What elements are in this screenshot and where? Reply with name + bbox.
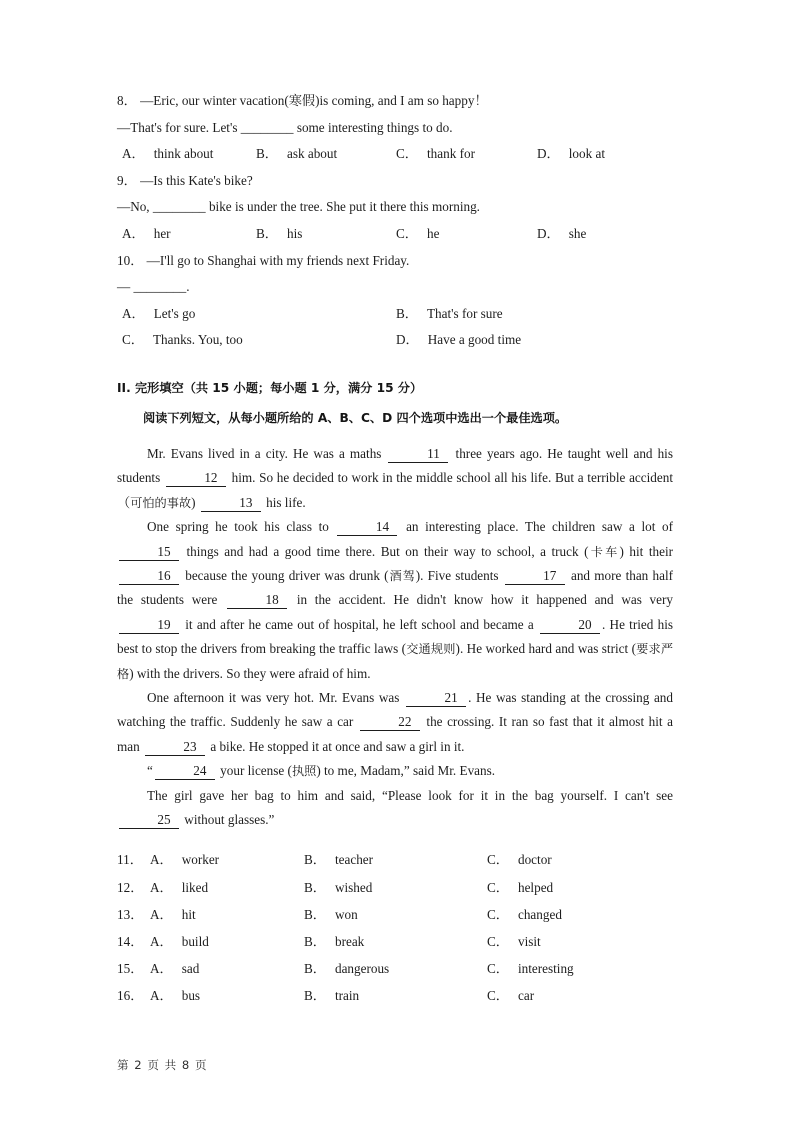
blank-20[interactable]: 20 [540, 616, 600, 634]
question-10-line-1 [117, 248, 673, 275]
question-9-number: 9． [117, 172, 137, 188]
question-9-option-b[interactable]: B． his [256, 225, 303, 241]
question-8-option-c[interactable]: C． thank for [396, 146, 475, 162]
question-10-options-row-1 [117, 301, 673, 328]
cloze-11-option-b[interactable]: B． teacher [304, 852, 374, 868]
question-10-option-b[interactable]: B． That's for sure [396, 305, 503, 321]
cloze-15-option-c[interactable]: C． interesting [487, 961, 574, 977]
cloze-13-option-c[interactable]: C． changed [487, 906, 562, 922]
section-2-heading: II. 完形填空（共 15 小题；每小题 1 分，满分 15 分） [117, 380, 423, 395]
question-9-line-1 [117, 168, 673, 195]
cloze-11-option-a[interactable]: A． worker [150, 852, 220, 868]
passage-paragraph-2: One spring he took his class to 14 an interesting place. The children saw a lot of 15 things and had a good time there. But on their way to school, a truck (卡车) hit their 16 because the young driver was drunk (酒驾). Five students 17 and more than half the students were 18 in the accident. He didn't know how it happened and was very 19 it and after he came out of hospital, he left school and became a 20 . He tried his best to stop the drivers from breaking the traffic laws (交通规则). He worked hard and was strict (要求严格) with the drivers. So they were afraid of him. [117, 519, 674, 681]
question-10-option-d[interactable]: D． Have a good time [396, 332, 522, 348]
question-10-option-c[interactable]: C． Thanks. You, too [122, 332, 243, 348]
cloze-12-option-a[interactable]: A． liked [150, 879, 209, 895]
blank-11[interactable]: 11 [388, 445, 448, 463]
cloze-13-option-a[interactable]: A． hit [150, 906, 196, 922]
question-10-option-a[interactable]: A． Let's go [122, 305, 196, 321]
question-10-options-row-2 [117, 327, 673, 354]
passage-paragraph-1: Mr. Evans lived in a city. He was a maths 11 three years ago. He taught well and his students 12 him. So he decided to work in the middle school all his life. But a terrible accident（可怕的事故) 13 his life. [117, 445, 673, 510]
blank-18[interactable]: 18 [227, 591, 287, 609]
cloze-13-option-b[interactable]: B． won [304, 906, 358, 922]
cloze-15-option-b[interactable]: B． dangerous [304, 961, 390, 977]
question-9-option-c[interactable]: C． he [396, 225, 440, 241]
cloze-14-option-b[interactable]: B． break [304, 934, 365, 949]
blank-16[interactable]: 16 [119, 567, 179, 585]
cloze-option-row-12 [117, 874, 673, 901]
blank-22[interactable]: 22 [360, 713, 420, 731]
cloze-row-number: 12． [117, 879, 144, 895]
question-9-options [117, 221, 673, 248]
cloze-14-option-c[interactable]: C． visit [487, 934, 541, 949]
blank-21[interactable]: 21 [406, 689, 466, 707]
question-10-stem: —I'll go to Shanghai with my friends next Friday. [146, 252, 410, 268]
cloze-passage [117, 442, 673, 833]
blank-14[interactable]: 14 [337, 518, 397, 536]
question-10-number: 10． [117, 252, 144, 268]
blank-24[interactable]: 24 [155, 762, 215, 780]
page-footer: 第 2 页 共 8 页 [117, 1058, 208, 1072]
cloze-option-row-11 [117, 846, 673, 873]
question-8-option-b[interactable]: B． ask about [256, 146, 338, 162]
question-8-options [117, 141, 673, 168]
blank-12[interactable]: 12 [166, 469, 226, 487]
cloze-14-option-a[interactable]: A． build [150, 934, 209, 949]
cloze-row-number: 16． [117, 988, 144, 1004]
question-8-line-2: —That's for sure. Let's ________ some interesting things to do. [117, 119, 453, 135]
cloze-option-row-13 [117, 901, 673, 928]
cloze-16-option-a[interactable]: A． bus [150, 988, 201, 1004]
cloze-option-row-15 [117, 955, 673, 982]
cloze-option-row-14 [117, 928, 673, 955]
blank-17[interactable]: 17 [505, 567, 565, 585]
question-8-line-1 [117, 88, 673, 115]
cloze-row-number: 15． [117, 961, 144, 977]
blank-19[interactable]: 19 [119, 616, 179, 634]
cloze-11-option-c[interactable]: C． doctor [487, 852, 552, 868]
blank-15[interactable]: 15 [119, 543, 179, 561]
cloze-12-option-b[interactable]: B． wished [304, 879, 373, 895]
passage-paragraph-5: The girl gave her bag to him and said, “Please look for it in the bag yourself. I can't see 25 without glasses.” [117, 784, 673, 833]
passage-paragraph-3: One afternoon it was very hot. Mr. Evans was 21 . He was standing at the crossing and watching the traffic. Suddenly he saw a car 22 the crossing. It ran so fast that it almost hit a man 23 a bike. He stopped it at once and saw a girl in it. [117, 690, 673, 754]
cloze-15-option-a[interactable]: A． sad [150, 961, 200, 977]
question-8-option-a[interactable]: A． think about [122, 146, 214, 162]
question-9-line-2: —No, ________ bike is under the tree. She put it there this morning. [117, 199, 480, 215]
cloze-16-option-c[interactable]: C． car [487, 988, 535, 1004]
cloze-option-row-16 [117, 982, 673, 1009]
blank-13[interactable]: 13 [201, 494, 261, 512]
question-10-line-2: — ________. [117, 279, 190, 295]
cloze-12-option-c[interactable]: C． helped [487, 879, 554, 895]
cloze-row-number: 13． [117, 906, 144, 922]
cloze-16-option-b[interactable]: B． train [304, 988, 360, 1004]
question-8-option-d[interactable]: D． look at [537, 146, 605, 162]
question-8-stem: —Eric, our winter vacation(寒假)is coming, and I am so happy！ [140, 93, 488, 108]
question-9-stem: —Is this Kate's bike? [140, 172, 253, 188]
blank-23[interactable]: 23 [145, 738, 205, 756]
question-8-number: 8． [117, 93, 137, 108]
question-9-option-a[interactable]: A． her [122, 225, 171, 241]
section-2-instruction: 阅读下列短文，从每小题所给的 A、B、C、D 四个选项中选出一个最佳选项。 [143, 410, 568, 425]
cloze-row-number: 11． [117, 852, 143, 868]
question-9-option-d[interactable]: D． she [537, 225, 587, 241]
page-content [117, 88, 673, 1010]
cloze-row-number: 14． [117, 934, 144, 949]
cloze-options-list [117, 846, 673, 1009]
passage-paragraph-4: “ 24 your license (执照) to me, Madam,” said Mr. Evans. [147, 763, 496, 779]
blank-25[interactable]: 25 [119, 811, 179, 829]
